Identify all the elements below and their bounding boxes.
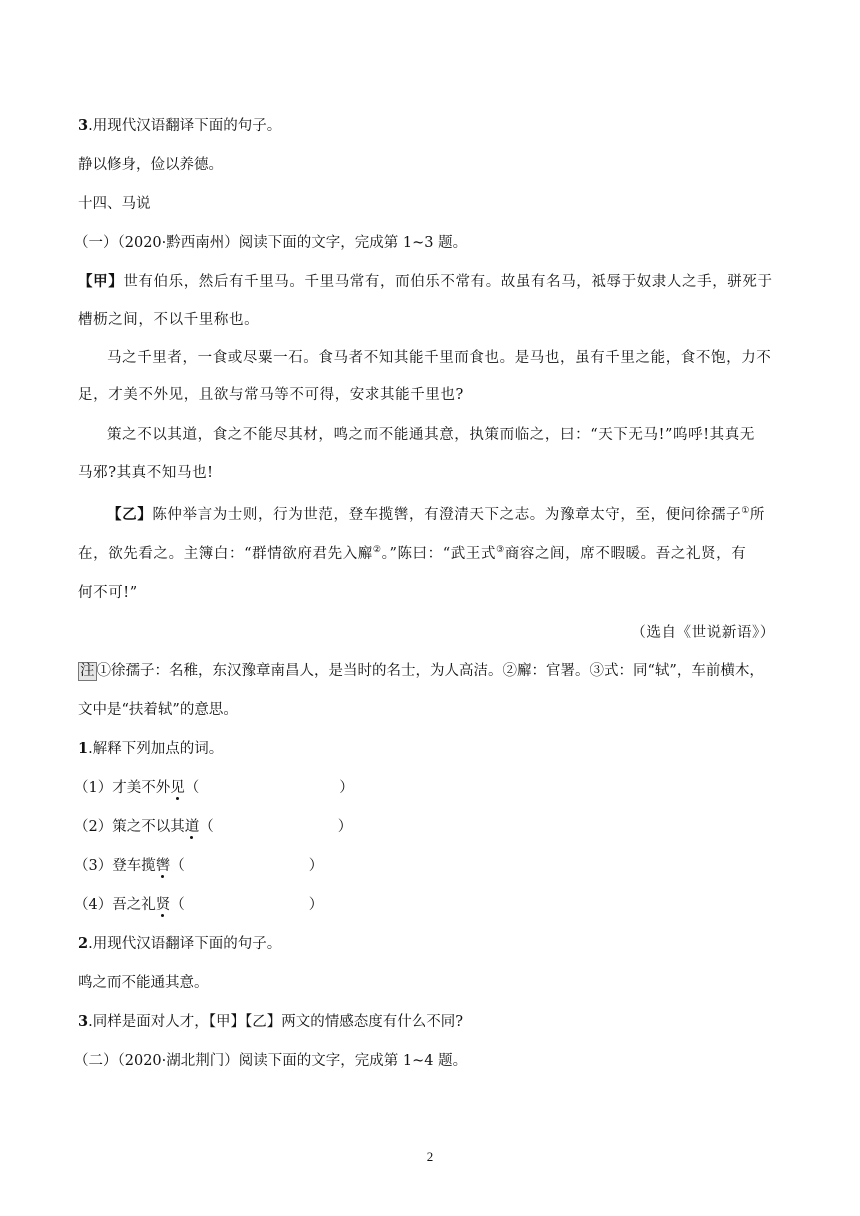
jia-paragraph-2-line-2: 足，才美不外见，且欲与常马等不可得，安求其能千里也? [78, 387, 464, 403]
jia-paragraph-1-line-1 [78, 272, 773, 292]
jia-paragraph-3-line-2: 马邪?其真不知马也! [78, 465, 214, 481]
open-paren: （ [170, 858, 185, 874]
prev-question-sentence: 静以修身，俭以养德。 [78, 157, 223, 173]
source-attribution: （选自《世说新语》） [631, 625, 775, 641]
open-paren: （ [170, 897, 185, 913]
annotation-line-2: 文中是“扶着轼”的意思。 [78, 702, 238, 718]
question-text: .同样是面对人才，【甲】【乙】两文的情感态度有什么不同? [88, 1014, 463, 1030]
close-paren: ） [308, 858, 324, 874]
q1-item-2 [74, 817, 352, 837]
footnote-marker: ① [741, 506, 750, 517]
dotted-word: 见 [170, 780, 185, 796]
prev-question-3 [78, 116, 281, 136]
question-2-sentence: 鸣之而不能通其意。 [78, 975, 209, 991]
q1-item-3 [74, 856, 323, 876]
jia-label: 【甲】 [78, 273, 124, 290]
q1-item-4 [74, 895, 323, 915]
question-text: .解释下列加点的词。 [88, 741, 224, 757]
close-paren: ） [337, 819, 353, 835]
item-text: （4）吾之礼 [74, 897, 156, 913]
dotted-word: 贤 [155, 897, 171, 913]
yi-text: 商容之闾，席不暇暖。吾之礼贤，有 [504, 546, 747, 562]
dotted-word: 道 [184, 819, 200, 835]
section-title: 十四、马说 [78, 196, 151, 212]
q1-item-1 [74, 778, 354, 798]
question-number: 3 [78, 1013, 89, 1030]
item-text: （3）登车揽 [74, 858, 156, 874]
yi-text: 。”陈曰：“武王式 [381, 546, 497, 562]
part1-intro: （一）（2020·黔西南州）阅读下面的文字，完成第 1~3 题。 [74, 235, 468, 251]
question-number: 2 [78, 935, 89, 952]
yi-line-2 [78, 544, 746, 564]
open-paren: （ [184, 780, 200, 796]
yi-line-3: 何不可!” [78, 585, 138, 601]
question-2 [78, 934, 281, 954]
close-paren: ） [308, 897, 324, 913]
footnote-marker: ② [372, 545, 382, 556]
jia-paragraph-1-line-2: 槽枥之间，不以千里称也。 [78, 312, 260, 328]
annotation-line-1 [78, 661, 764, 681]
open-paren: （ [199, 819, 214, 835]
question-text: .用现代汉语翻译下面的句子。 [88, 936, 282, 952]
dotted-word: 辔 [155, 858, 171, 874]
item-text: （2）策之不以其 [74, 819, 185, 835]
note-label: 注 [80, 663, 95, 679]
jia-paragraph-3-line-1: 策之不以其道，食之不能尽其材，鸣之而不能通其意，执策而临之，曰：“天下无马!”呜呼!其真无 [107, 427, 755, 443]
question-3 [78, 1012, 463, 1032]
footnote-marker: ③ [496, 545, 505, 556]
yi-text: 所 [749, 507, 765, 523]
close-paren: ） [339, 780, 354, 796]
jia-text: 世有伯乐，然后有千里马。千里马常有，而伯乐不常有。故虽有名马，祗辱于奴隶人之手，骈死于 [123, 274, 773, 290]
item-text: （1）才美不外 [74, 780, 171, 796]
jia-paragraph-2-line-1: 马之千里者，一食或尽粟一石。食马者不知其能千里而食也。是马也，虽有千里之能，食不饱，力不 [107, 350, 772, 366]
question-number: 3 [78, 117, 89, 134]
note-text: ①徐孺子：名稚，东汉豫章南昌人，是当时的名士，为人高洁。②廨：官署。③式：同“轼”，车前横木， [96, 663, 764, 679]
yi-label: 【乙】 [107, 506, 153, 523]
yi-line-1 [107, 505, 765, 525]
question-number: 1 [78, 740, 89, 757]
yi-text: 陈仲举言为士则，行为世范，登车揽辔，有澄清天下之志。为豫章太守，至，便问徐孺子 [152, 507, 742, 523]
yi-text: 在，欲先看之。主簿白：“群情欲府君先入廨 [78, 546, 373, 562]
part2-intro: （二）（2020·湖北荆门）阅读下面的文字，完成第 1~4 题。 [74, 1053, 468, 1069]
page-number: 2 [426, 1149, 434, 1164]
question-1 [78, 739, 223, 759]
question-text: .用现代汉语翻译下面的句子。 [88, 118, 282, 134]
